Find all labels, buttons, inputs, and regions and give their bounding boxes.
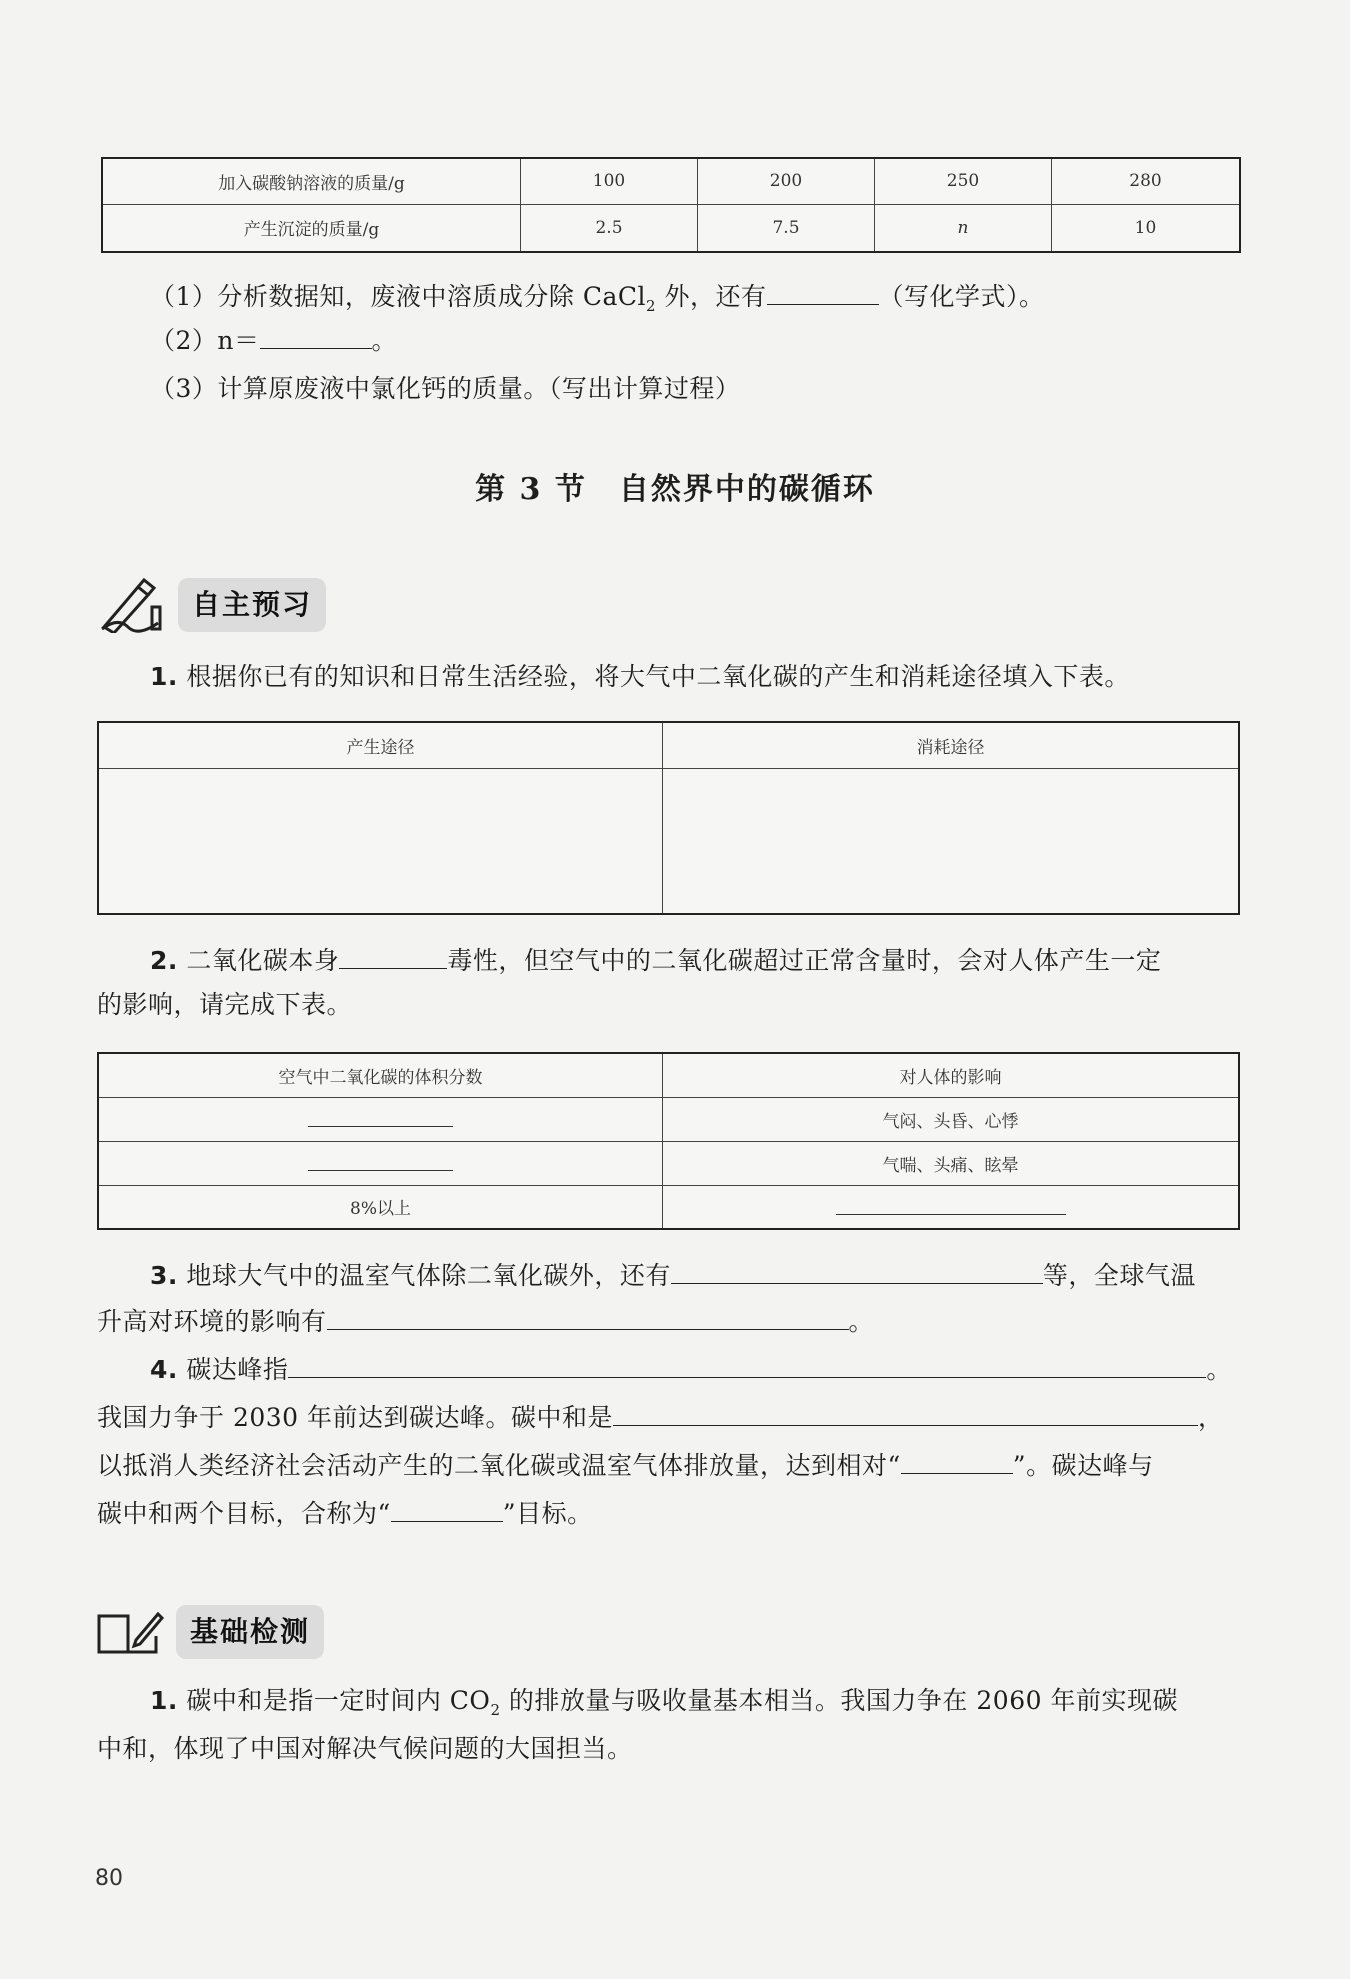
effect-cell: 气喘、头痛、眩晕 [663,1141,1240,1185]
answer-blank[interactable] [613,1399,1198,1426]
preview-question-2-cont: 的影响，请完成下表。 [97,990,353,1019]
answer-blank[interactable] [327,1303,849,1330]
answer-blank[interactable] [260,322,372,349]
volume-fraction-cell: 8%以上 [98,1185,663,1229]
question-3: （3）计算原废液中氯化钙的质量。（写出计算过程） [150,374,741,403]
column-header-effect: 对人体的影响 [663,1053,1240,1097]
cell: 100 [521,158,698,204]
answer-blank[interactable] [901,1447,1013,1474]
co2-sources-sinks-table [97,721,1240,915]
row2-label: 产生沉淀的质量/g [102,204,521,252]
section-banner-preview: 自主预习 [178,578,326,632]
question-1: （1）分析数据知，废液中溶质成分除 CaCl$_2$ 外，还有 （写化学式）。 [150,278,1045,323]
sources-answer-cell[interactable] [98,768,663,914]
column-header-sources: 产生途径 [98,722,663,768]
preview-question-4-line2: 我国力争于 2030 年前达到碳达峰。碳中和是 ， [97,1399,1224,1435]
cell: 280 [1052,158,1241,204]
preview-question-3: 3. 地球大气中的温室气体除二氧化碳外，还有 等，全球气温 [150,1257,1196,1293]
answer-blank[interactable] [288,1351,1206,1378]
preview-question-2: 2. 二氧化碳本身 毒性，但空气中的二氧化碳超过正常含量时，会对人体产生一定 [150,942,1161,978]
preview-question-1: 1. 根据你已有的知识和日常生活经验，将大气中二氧化碳的产生和消耗途径填入下表。 [150,662,1130,691]
section-title: 第 3 节 自然界中的碳循环 [475,472,875,507]
question-2: （2）n＝ 。 [150,322,397,358]
column-header-volume-fraction: 空气中二氧化碳的体积分数 [98,1053,663,1097]
cell: 250 [875,158,1052,204]
answer-cell[interactable] [663,1185,1240,1229]
page-number: 80 [95,1866,123,1891]
pencil-writing-icon [98,577,164,633]
preview-question-4: 4. 碳达峰指 。 [150,1351,1232,1387]
answer-cell[interactable] [98,1097,663,1141]
row1-label: 加入碳酸钠溶液的质量/g [102,158,521,204]
answer-blank[interactable] [391,1495,503,1522]
precipitate-data-table [101,157,1241,253]
sinks-answer-cell[interactable] [663,768,1240,914]
preview-question-4-line3: 以抵消人类经济社会活动产生的二氧化碳或温室气体排放量，达到相对“ ”。碳达峰与 [97,1447,1154,1483]
answer-cell[interactable] [98,1141,663,1185]
preview-question-3-cont: 升高对环境的影响有 。 [97,1303,874,1339]
basic-question-1-cont: 中和，体现了中国对解决气候问题的大国担当。 [97,1734,633,1763]
section-banner-basic-test: 基础检测 [176,1605,324,1659]
column-header-sinks: 消耗途径 [663,722,1240,768]
cell: 10 [1052,204,1241,252]
basic-question-1: 1. 碳中和是指一定时间内 $CO_2$ 的排放量与吸收量基本相当。我国力争在 2060 年前实现碳 [150,1686,1178,1719]
effect-cell: 气闷、头昏、心悸 [663,1097,1240,1141]
co2-effects-table [97,1052,1240,1230]
answer-blank[interactable] [339,942,447,969]
cell: 200 [698,158,875,204]
preview-question-4-line4: 碳中和两个目标，合称为“ ”目标。 [97,1495,593,1531]
cell: 7.5 [698,204,875,252]
answer-blank[interactable] [671,1257,1043,1284]
open-book-pencil-icon [96,1610,164,1656]
cell: n [875,204,1052,252]
answer-blank[interactable] [767,278,879,305]
cell: 2.5 [521,204,698,252]
